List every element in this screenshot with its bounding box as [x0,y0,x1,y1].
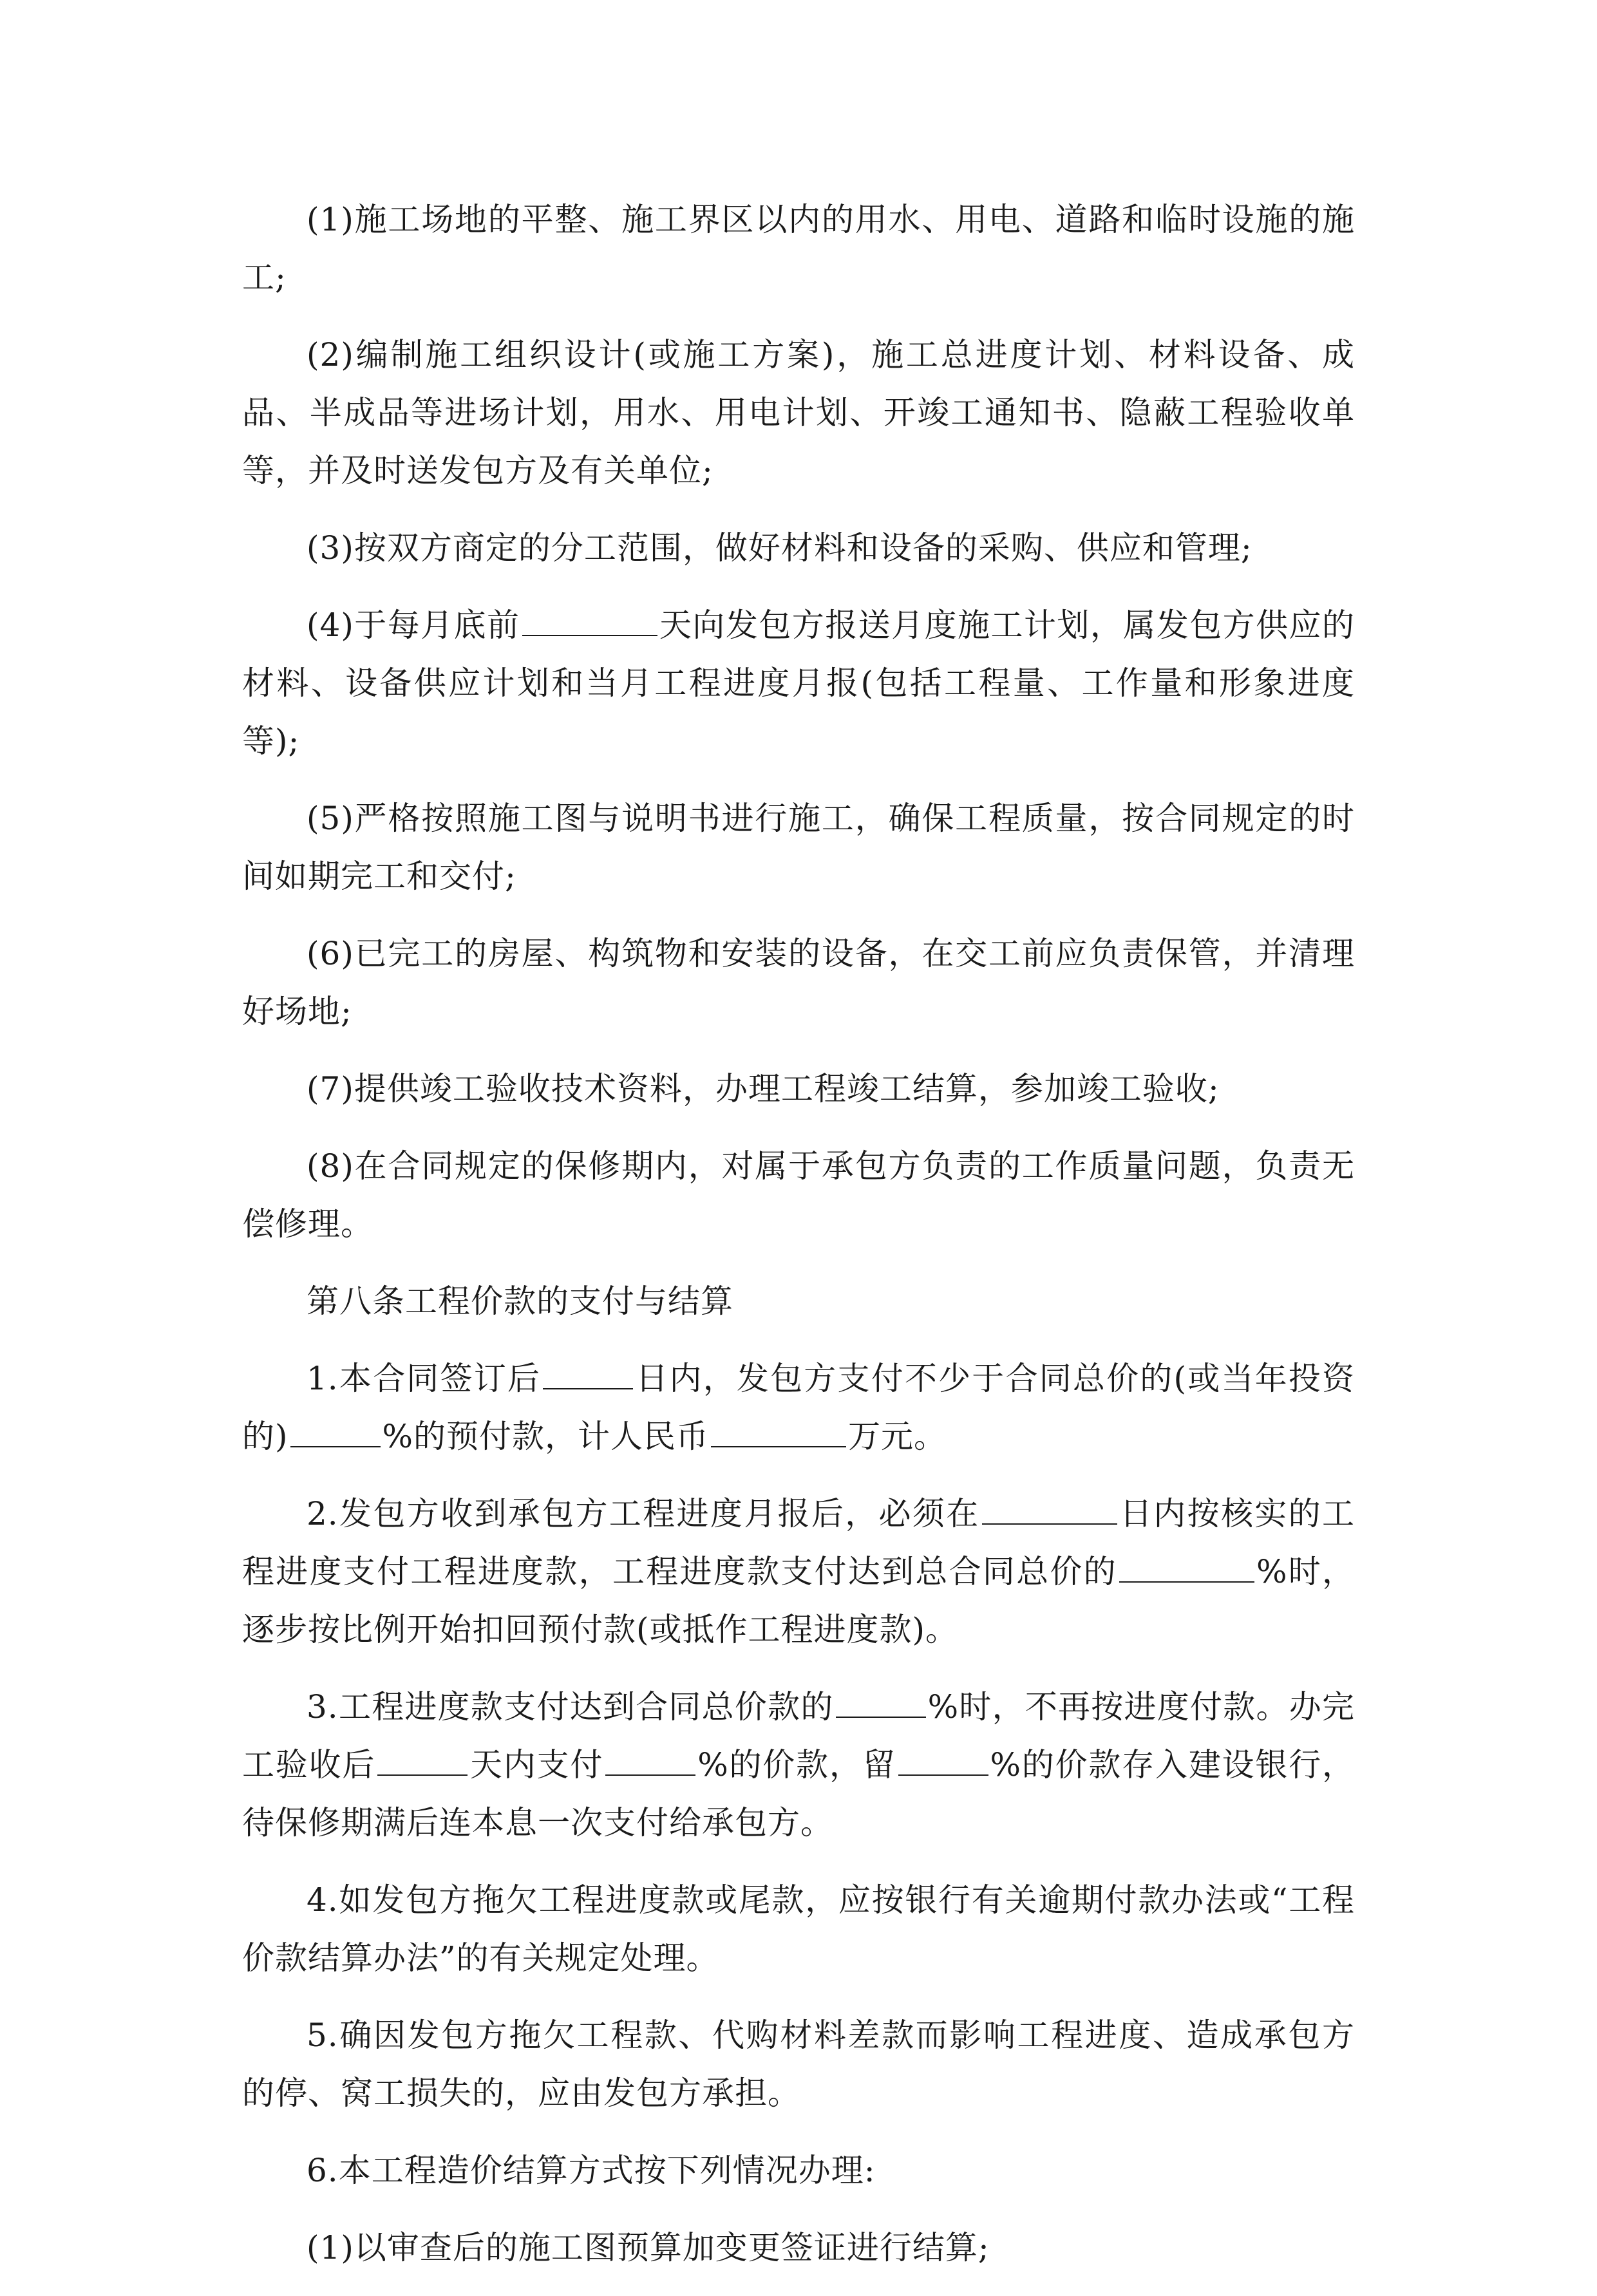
fill-in-blank[interactable] [982,1493,1117,1525]
settlement-option-1 [242,2219,1355,2277]
clause-text: 4.如发包方拖欠工程进度款或尾款，应按银行有关逾期付款办法或“工程价款结算办法”的有关规定处理。 [242,1881,1355,1977]
clause-item-7 [242,1060,1355,1118]
payment-clause-2 [242,1485,1355,1659]
fill-in-blank[interactable] [836,1686,926,1718]
clause-text: %的价款，留 [697,1746,896,1783]
clause-text: (7)提供竣工验收技术资料，办理工程竣工结算，参加竣工验收; [307,1070,1220,1107]
clause-text: %时，不再按进度付款。办完工验收后 [242,1688,1355,1783]
heading-text: 第八条工程价款的支付与结算 [307,1283,733,1320]
fill-in-blank[interactable] [1119,1551,1254,1583]
clause-text: %的预付款，计人民币 [382,1418,710,1455]
clause-item-1 [242,191,1355,306]
fill-in-blank[interactable] [605,1744,695,1776]
clause-text: (1)施工场地的平整、施工界区以内的用水、用电、道路和临时设施的施工; [242,201,1355,296]
clause-item-2 [242,326,1355,500]
fill-in-blank[interactable] [377,1744,468,1776]
clause-text: 2.发包方收到承包方工程进度月报后，必须在 [307,1495,980,1532]
clause-text: (5)严格按照施工图与说明书进行施工，确保工程质量，按合同规定的时间如期完工和交付; [242,800,1355,895]
document-page [242,191,1355,2296]
fill-in-blank[interactable] [898,1744,988,1776]
clause-text: %的价款存入建设银行，待保修期满后连本息一次支付给承包方。 [242,1746,1356,1841]
clause-item-3 [242,519,1355,577]
clause-text: 万元。 [848,1418,947,1455]
clause-text: %时，逐步按比例开始扣回预付款(或抵作工程进度款)。 [242,1553,1355,1648]
payment-clause-4 [242,1871,1355,1987]
fill-in-blank[interactable] [522,605,657,637]
clause-item-8 [242,1137,1355,1253]
article-heading [242,1272,1355,1330]
payment-clause-6 [242,2141,1355,2199]
payment-clause-1 [242,1350,1355,1465]
clause-text: 5.确因发包方拖欠工程款、代购材料差款而影响工程进度、造成承包方的停、窝工损失的，应由发包方承担。 [242,2017,1355,2112]
clause-item-5 [242,789,1355,905]
clause-text: (4)于每月底前 [307,607,520,644]
fill-in-blank[interactable] [711,1416,846,1448]
fill-in-blank[interactable] [543,1358,633,1390]
payment-clause-3 [242,1678,1355,1852]
clause-text: (3)按双方商定的分工范围，做好材料和设备的采购、供应和管理; [307,529,1252,567]
clause-item-4 [242,596,1355,770]
clause-text: 日内，发包方支付不少于合同总价的(或当年投资的) [242,1360,1355,1455]
clause-text: 天内支付 [469,1746,604,1783]
clause-text: 日内按核实的工程进度支付工程进度款，工程进度款支付达到总合同总价的 [242,1495,1355,1590]
clause-item-6 [242,925,1355,1040]
clause-text: 3.工程进度款支付达到合同总价款的 [307,1688,834,1726]
clause-text: 天向发包方报送月度施工计划，属发包方供应的材料、设备供应计划和当月工程进度月报(包括工程量、工作量和形象进度等); [242,607,1355,760]
clause-text: (2)编制施工组织设计(或施工方案)，施工总进度计划、材料设备、成品、半成品等进场计划，用水、用电计划、开竣工通知书、隐蔽工程验收单等，并及时送发包方及有关单位; [242,336,1355,489]
fill-in-blank[interactable] [290,1416,381,1448]
clause-text: 6.本工程造价结算方式按下列情况办理: [307,2152,876,2189]
clause-text: (1)以审查后的施工图预算加变更签证进行结算; [307,2229,990,2266]
clause-text: (8)在合同规定的保修期内，对属于承包方负责的工作质量问题，负责无偿修理。 [242,1147,1355,1243]
payment-clause-5 [242,2006,1355,2122]
clause-text: 1.本合同签订后 [307,1360,542,1397]
clause-text: (6)已完工的房屋、构筑物和安装的设备，在交工前应负责保管，并清理好场地; [242,935,1355,1030]
